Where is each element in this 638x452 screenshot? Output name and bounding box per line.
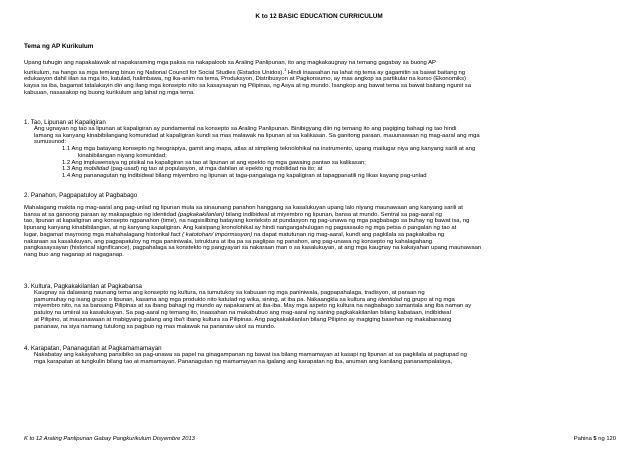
intro-line: kaysa sa iba, bagamat tatalakayin din ang ilang mga konsepto nito sa kasaysayan ng Pilipinas, ng Asya at ng mundo. Isangkop ang bawat tema sa bawat baitang ngunit sa bbox=[24, 83, 471, 90]
document-title: K to 12 BASIC EDUCATION CURRICULUM bbox=[255, 13, 383, 20]
footer-doc-name: K to 12 Araling Panlipunan Gabay Pangkurikulum Disyembre 2013 bbox=[24, 436, 195, 442]
section-line: sumusunod: bbox=[34, 139, 67, 146]
section-line: nang buo ang naganap at nagaganap. bbox=[24, 251, 124, 258]
page-number: Pahina 5 ng 120 bbox=[573, 436, 616, 442]
section-line: pananaw, na siya namang tutulong sa pagbuo ng mas malawak na pananaw ukol sa mundo. bbox=[34, 323, 276, 330]
section-line: miyembro nito, na sa bansang Pilipinas at sa ibang bahagi ng mundo ay napakarami at iba-iba. May mga aspeto ng kultura na nagbabago samantala ang iba naman ay bbox=[34, 303, 472, 310]
list-item: 1.4 Ang pananagutan ng indibidwal bilang miyembro ng lipunan at taga-pangalaga ng kapaligiran at tapagpanatili ng likas kayang pag-unlad bbox=[62, 172, 427, 179]
section-heading: 2. Panahon, Pagpapatuloy at Pagbabago bbox=[24, 192, 138, 199]
section-line: Nakabatay ang kakayahang pansibiko sa pag-unawa sa papel na ginagampanan ng bawat isa bilang mamamayan at kasapi ng lipunan at sa pagkilala at pagtupad ng bbox=[34, 352, 467, 358]
section-line: lamang sa kanyang kinabibilangang komunidad at kapaligiran kundi sa mas malawak na lipunan at sa kalikasan. Sa ganitong paraan, mauunawaan ng mag-aaral ang mga bbox=[34, 132, 480, 139]
section-line: nakaraan sa kasalukuyan, ang pagpapatuloy ng mga paniniwala, istruktura at iba pa sa paglipas ng panahon, ang pag-unawa ng konsepto ng kahalagahang bbox=[24, 238, 433, 245]
section-2 bbox=[24, 192, 616, 259]
section-line: Kaugnay sa dalawang naunang tema ang konsepto ng kultura, na tumutukoy sa kabuuan ng mga paniniwala, pagpapahalaga, tradisyon, at paraan ng bbox=[34, 290, 425, 296]
section-subtitle: Tema ng AP Kurikulum bbox=[24, 43, 94, 50]
section-line: pangkasaysayan (historical significance), pagpahalaga sa konstekto ng pangyayari sa nakaraan man o sa kasalukuyan, at ang mga kaugnay na kakayahan upang maunawaan bbox=[24, 245, 482, 252]
section-line: at Pilipino, at mauunawaan at mabigyang galang ang iba't ibang kultura sa Pilipinas. Ang pagkakakilanlan bilang Pilipino ay magiging basehan ng makabansang bbox=[34, 316, 452, 323]
list-item: 1.2 Ang impluwensiya ng pisikal na kapaligiran sa tao at lipunan at ang epekto ng mga gawaing pantao sa kalikasan; bbox=[62, 159, 366, 166]
section-heading: 4. Karapatan, Pananagutan at Pagkamamamayan bbox=[24, 345, 162, 352]
list-item: 1.3 Ang mobilidad (pag-usad) ng tao at populasyon, at mga dahilan at epekto ng mobilidad na ito; at bbox=[62, 166, 323, 173]
intro-line: kurikulum, na hango sa mga temang binuo ng National Council for Social Studies (Estados Unidos).$^1$ Hindi inaasahan na lahat ng tema ay gagamitin sa bawat baitang ng bbox=[24, 66, 466, 76]
section-line: Ang ugnayan ng tao sa lipunan at kapaligiran ay pundamental na konsepto sa Araling Panlipunan. Binibigyang diin ng temang ito ang pagiging bahagi ng tao hindi bbox=[34, 126, 457, 132]
intro-line: kabuuan, nasasakop ng buong kurikulum ang lahat ng mga tema. bbox=[24, 89, 195, 96]
section-line: lipunang kanyang kinabibilangan, at ng kanyang kapaligiran. Ang kaisipang kronolohikal ay hindi nangangahulugan ng pagsasaulo ng mga petsa o pangalan ng tao at bbox=[24, 225, 457, 232]
section-1 bbox=[24, 119, 616, 180]
list-item-cont: kinabibilangan niyang komunidad; bbox=[78, 152, 167, 159]
section-heading: 3. Kultura, Pagkakakilanlan at Pagkabansa bbox=[24, 283, 142, 290]
section-line: tao, lipunan at kapaligiran ang konsepto ngpanahon (time), na nagsisilbing batayang konteksto at pundasyon ng pag-unawa ng mga pagbabago sa buhay ng bawat isa, ng bbox=[24, 218, 470, 225]
page-footer bbox=[24, 436, 616, 442]
section-line: pamumuhay ng isang grupo o lipunan, kasama ang mga produkto nito katulad ng wika, sining, at iba pa. Nakaangkla sa kultura ang identidad ng grupo at ng mga bbox=[34, 296, 455, 303]
section-line: mga karapatan at tungkulin bilang tao at mamamayan. Pananagutan ng mamamayan na igalang ang karapatan ng iba, anuman ang kanilang pananampalataya, bbox=[34, 358, 453, 365]
section-line: Mahalagang makita ng mag-aaral ang pag-unlad ng lipunan mula sa sinaunang panahon hanggang sa kasalukuyan upang lalo niyang maunawaan ang kanyang sarili at bbox=[24, 205, 463, 211]
intro-paragraph bbox=[24, 60, 616, 96]
section-line: patuloy na umiiral sa kasalukuyan. Sa pag-aaral ng temang ito, inaasahan na makabubuo ang mag-aaral ng saning pagkakakilanlan bilang kabataan, indibidwal bbox=[34, 310, 451, 317]
list-item: 1.1 Ang mga batayang konsepto ng heograpiya, gamit ang mapa, atlas at simpleng teknolohikal na instrumento, upang mailugar niya ang kanyang sarili at ang bbox=[62, 146, 476, 153]
section-line: lugar, bagamat mayroong mga mahahalagang historikal fact ( katotohan/ impormasyon) na dapat matutunan ng mag-aaral, kundi ang pagkilala sa pagkakaiba ng bbox=[24, 231, 445, 238]
intro-line: edukasyon dahil iilan sa mga ito, katulad, halimbawa, ng ika-anim na tema, Produksyon, Distribusyon at Pagkonsumo, ay mas angkop sa partikular na kurso (Ekonomiks) bbox=[24, 76, 467, 83]
intro-line: Upang tuhugin ang napakalawak at napakaraming mga paksa na nakapaloob sa Araling Panlipunan, ito ang magkakaugnay na temang gagabay sa buong AP bbox=[24, 60, 436, 66]
section-line: bansa at sa ganoong paraan ay makapagbuo ng identidad (pagkakakilanlan) bilang indibidwal at miyembro ng lipunan, bansa at mundo. Sentral sa pag-aaral ng bbox=[24, 211, 442, 218]
section-3 bbox=[24, 283, 616, 330]
footnote-marker[interactable]: 1 bbox=[284, 66, 287, 72]
section-4 bbox=[24, 345, 616, 365]
section-heading: 1. Tao, Lipunan at Kapaligiran bbox=[24, 119, 106, 126]
